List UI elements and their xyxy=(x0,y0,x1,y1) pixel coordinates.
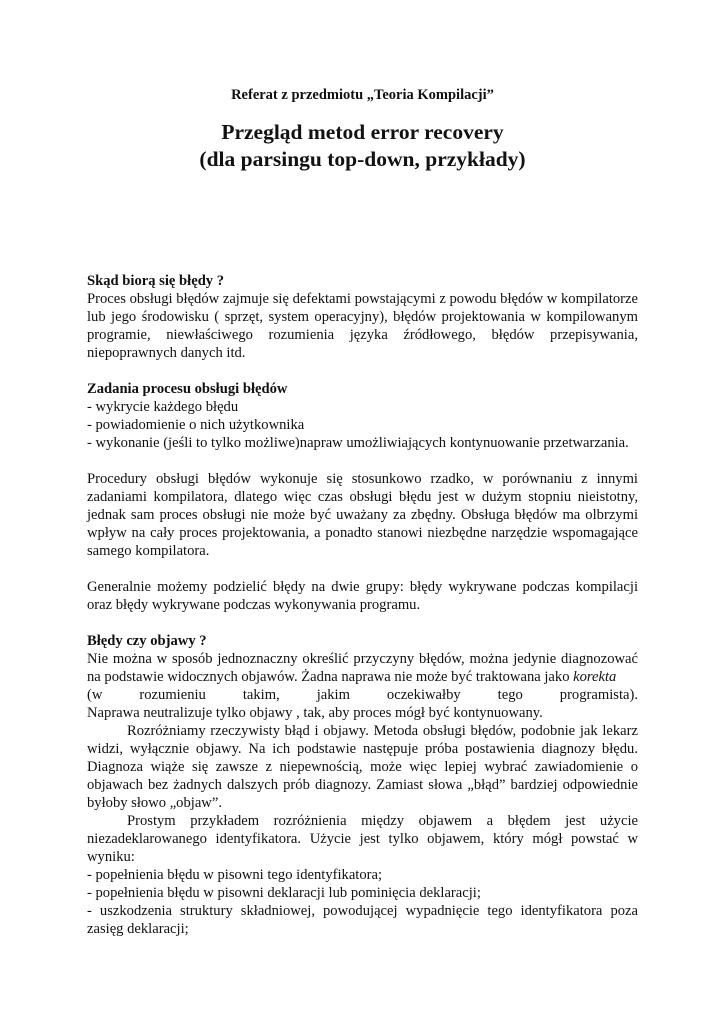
list-item: - wykrycie każdego błędu xyxy=(87,399,239,415)
paragraph-diagnosis-line: (w rozumieniu takim, jakim oczekiwałby tego programista). xyxy=(87,687,638,703)
spacer xyxy=(87,452,638,470)
paragraph-error-groups: Generalnie możemy podzielić błędy na dwie grupy: błędy wykrywane podczas kompilacji oraz błędy wykrywane podczas wykonywania programu. xyxy=(87,579,638,613)
document-title xyxy=(87,119,638,173)
paragraph-diagnosis-line: Naprawa neutralizuje tylko objawy , tak, aby proces mógł być kontynuowany. xyxy=(87,705,543,721)
section-heading-errors-origin: Skąd biorą się błędy ? xyxy=(87,273,225,289)
section-heading-tasks: Zadania procesu obsługi błędów xyxy=(87,381,288,397)
paragraph-diagnosis-text: Nie można w sposób jednoznaczny określić przyczyny błędów, można jedynie diagnozować na podstawie widocznych objawów. Żadna naprawa nie może być traktowana jako xyxy=(87,651,638,685)
list-item: - wykonanie (jeśli to tylko możliwe)napraw umożliwiających kontynuowanie przetwarzania. xyxy=(87,435,629,451)
list-item: - popełnienia błędu w pisowni tego identyfikatora; xyxy=(87,867,383,883)
paragraph-symptoms: Rozróżniamy rzeczywisty błąd i objawy. Metoda obsługi błędów, podobnie jak lekarz widzi, wyłącznie objawy. Na ich podstawie następuje próba postawienia diagnozy błędu. Diagnoza wiąże się zawsze z niepewnością, może więc lepiej wybrać zawiadomienie o objawach bez żadnych dalszych prób diagnozy. Zamiast słowa „błąd” bardziej odpowiednie byłoby słowo „objaw”. xyxy=(87,723,638,811)
paragraph-diagnosis xyxy=(87,650,638,686)
section-heading-errors-or-symptoms: Błędy czy objawy ? xyxy=(87,633,207,649)
course-header: Referat z przedmiotu „Teoria Kompilacji” xyxy=(231,87,494,103)
spacer xyxy=(87,362,638,380)
italic-term-korekta: korekta xyxy=(573,669,617,685)
paragraph-procedures: Procedury obsługi błędów wykonuje się stosunkowo rzadko, w porównaniu z innymi zadaniami kompilatora, dlatego więc czas obsługi błędu jest w dużym stopniu nieistotny, jednak sam proces obsługi nie może być uważany za zbędny. Obsługa błędów ma olbrzymi wpływ na cały proces projektowania, a ponadto stanowi niezbędne narzędzie wspomagające samego kompilatora. xyxy=(87,471,638,559)
document-body xyxy=(87,272,638,938)
paragraph-errors-origin: Proces obsługi błędów zajmuje się defektami powstającymi z powodu błędów w kompilatorze lub jego środowisku ( sprzęt, system operacyjny), błędów projektowania w kompilowanym programie, niewłaściwego rozumienia języka źródłowego, błędów przepisywania, niepoprawnych danych itd. xyxy=(87,291,638,361)
list-item: - powiadomienie o nich użytkownika xyxy=(87,417,305,433)
list-item: - popełnienia błędu w pisowni deklaracji lub pominięcia deklaracji; xyxy=(87,885,481,901)
title-line-1: Przegląd metod error recovery xyxy=(221,120,504,144)
spacer xyxy=(87,614,638,632)
spacer xyxy=(87,560,638,578)
list-item: - uszkodzenia struktury składniowej, powodującej wypadnięcie tego identyfikatora poza zasięg deklaracji; xyxy=(87,903,638,937)
title-line-2: (dla parsingu top-down, przykłady) xyxy=(199,147,526,171)
paragraph-example: Prostym przykładem rozróżnienia między objawem a błędem jest użycie niezadeklarowanego identyfikatora. Użycie jest tylko objawem, który mógł powstać w wyniku: xyxy=(87,813,638,865)
